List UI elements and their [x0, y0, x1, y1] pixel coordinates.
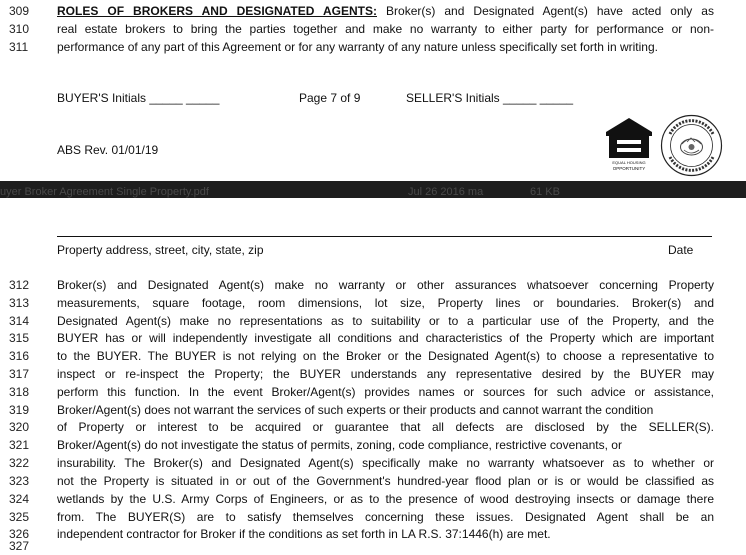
revision-label: ABS Rev. 01/01/19 — [57, 143, 159, 157]
line-text: Broker/Agent(s) do not investigate the status of permits, zoning, code compliance, restrictive covenants, or — [57, 438, 622, 452]
line-number: 315 — [9, 331, 30, 345]
line-text: Designated Agent(s) make no representations as to suitability or to a particular use of the Property, and the — [57, 314, 714, 328]
line-text: real estate brokers to bring the parties together and make no warranty to either party for performance or non- — [57, 22, 714, 36]
line-text: not the Property is situated in or out of the Government's hundred-year flood plan or is or would be classified as — [57, 474, 714, 488]
line-text: to the BUYER. The BUYER is not relying on the Broker or the Designated Agent(s) to choose a representative to — [57, 349, 714, 363]
line-text: independent contractor for Broker if the conditions as set forth in LA R.S. 37:1446(h) are met. — [57, 527, 551, 541]
line-text: inspect or re-inspect the Property; the BUYER understands any representative desired by the BUYER may — [57, 367, 714, 381]
section-heading: ROLES OF BROKERS AND DESIGNATED AGENTS: — [57, 4, 377, 18]
line-text: performance of any part of this Agreement or for any warranty of any nature unless specifically set forth in writing. — [57, 40, 658, 54]
date-label: Date — [668, 243, 694, 257]
line-text: insurability. The Broker(s) and Designated Agent(s) specifically make no warranty whatsoever as to whether or — [57, 456, 714, 470]
line-number: 319 — [9, 403, 30, 417]
line-number: 311 — [9, 40, 29, 54]
line-text: wetlands by the U.S. Army Corps of Engineers, or as to the presence of wood destroying insects or damage there — [57, 492, 714, 506]
line-text: Broker/Agent(s) does not warrant the services of such experts or their products and cannot warrant the condition — [57, 403, 654, 417]
line-number: 318 — [9, 385, 30, 399]
line-number: 310 — [9, 22, 30, 36]
line-text: from. The BUYER(S) are to satisfy themselves concerning these issues. Designated Agent shall be an — [57, 510, 714, 524]
line-number: 322 — [9, 456, 30, 470]
line-number: 314 — [9, 314, 30, 328]
buyer-initials: BUYER'S Initials _____ _____ — [57, 91, 220, 105]
line-body: Broker(s) and Designated Agent(s) have acted only as — [377, 4, 714, 18]
file-info-bar — [0, 181, 746, 198]
line-number: 323 — [9, 474, 30, 488]
line-number: 325 — [9, 510, 30, 524]
line-number: 312 — [9, 278, 30, 292]
file-date: Jul 26 2016 ma — [408, 186, 484, 198]
line-text — [57, 2, 714, 20]
line-number: 317 — [9, 367, 30, 381]
line-number: 326 — [9, 527, 30, 541]
line-text: Broker(s) and Designated Agent(s) make no warranty or other assurances whatsoever concerning Property — [57, 278, 714, 292]
line-number: 321 — [9, 438, 30, 452]
address-label: Property address, street, city, state, zip — [57, 243, 264, 257]
file-name: uyer Broker Agreement Single Property.pdf — [0, 186, 209, 198]
line-number: 327 — [9, 539, 30, 553]
line-number: 320 — [9, 420, 30, 434]
louisiana-commission-seal — [660, 114, 723, 177]
line-text: BUYER has or will independently investigate all conditions and characteristics of the Property which are important — [57, 331, 714, 345]
line-number: 313 — [9, 296, 30, 310]
svg-text:OPPORTUNITY: OPPORTUNITY — [612, 166, 646, 171]
line-number: 324 — [9, 492, 30, 506]
svg-text:EQUAL HOUSING: EQUAL HOUSING — [612, 160, 646, 165]
address-rule — [57, 236, 712, 237]
page-number: Page 7 of 9 — [299, 91, 361, 105]
seller-initials: SELLER'S Initials _____ _____ — [406, 91, 574, 105]
equal-housing-logo — [602, 116, 656, 172]
line-text: of Property or interest to be acquired or guarantee that all defects are disclosed by the SELLER(S). — [57, 420, 714, 434]
line-number: 309 — [9, 4, 30, 18]
line-text: perform this function. In the event Broker/Agent(s) provides names or sources for such advice or assistance, — [57, 385, 714, 399]
line-text: measurements, square footage, room dimensions, lot size, Property lines or boundaries. Broker(s) and — [57, 296, 714, 310]
file-size: 61 KB — [530, 186, 560, 198]
line-number: 316 — [9, 349, 30, 363]
